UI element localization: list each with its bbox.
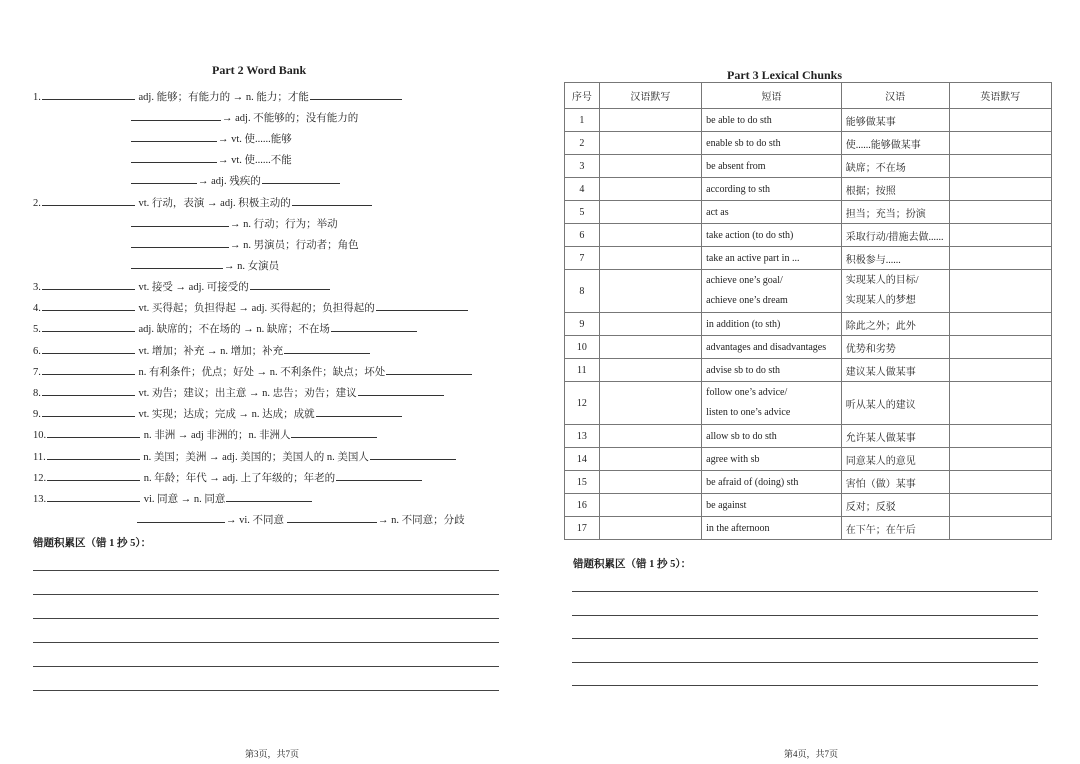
word-bank-item [33, 427, 378, 443]
fill-in-blank[interactable] [284, 343, 370, 354]
chinese-dictation-cell[interactable] [599, 224, 701, 247]
fill-in-blank[interactable] [137, 512, 225, 523]
definition-text: n. 行动；行为；举动 [240, 219, 338, 230]
phrase-cell: take action (to do sth) [702, 224, 842, 247]
chinese-dictation-cell[interactable] [599, 270, 701, 313]
word-bank-item [33, 343, 371, 359]
fill-in-blank[interactable] [42, 364, 135, 375]
definition-text: n. 非洲 [141, 430, 178, 441]
table-row [565, 109, 1052, 132]
row-number: 3 [565, 155, 600, 178]
arrow-icon: → [378, 515, 389, 526]
fill-in-blank[interactable] [291, 427, 377, 438]
table-row [565, 155, 1052, 178]
word-bank-item [130, 131, 292, 147]
definition-text: adj. 美国的；美国人的 n. 美国人 [219, 452, 369, 463]
word-bank-item [33, 321, 418, 337]
word-bank-item [130, 237, 359, 253]
writing-line[interactable] [572, 615, 1038, 616]
row-number: 13 [565, 425, 600, 448]
definition-text: n. 达成；成就 [249, 409, 315, 420]
row-number: 12 [565, 382, 600, 425]
fill-in-blank[interactable] [262, 173, 340, 184]
row-number: 11 [565, 359, 600, 382]
arrow-icon: → [224, 261, 235, 272]
definition-text: vt. 增加；补充 [135, 346, 208, 357]
writing-line[interactable] [572, 662, 1038, 663]
phrase-cell: achieve one’s goal/ achieve one’s dream [702, 270, 842, 313]
row-number: 9 [565, 313, 600, 336]
fill-in-blank[interactable] [47, 470, 140, 481]
word-bank-item [33, 279, 331, 295]
english-dictation-cell[interactable] [949, 109, 1051, 132]
page-footer: 第3页，共7页 [245, 749, 300, 759]
english-dictation-cell[interactable] [949, 448, 1051, 471]
definition-text: n. 能力；才能 [243, 92, 309, 103]
definition-text: n. 有利条件；优点；好处 [135, 367, 257, 378]
row-number: 2 [565, 132, 600, 155]
definition-text: adj. 上了年级的；年老的 [219, 473, 336, 484]
chinese-dictation-cell[interactable] [599, 425, 701, 448]
definition-text: adj. 不能够的；没有能力的 [232, 113, 359, 124]
fill-in-blank[interactable] [287, 512, 377, 523]
row-number: 10 [565, 336, 600, 359]
table-row [565, 471, 1052, 494]
phrase-cell: be afraid of (doing) sth [702, 471, 842, 494]
fill-in-blank[interactable] [292, 195, 372, 206]
phrase-cell: agree with sb [702, 448, 842, 471]
definition-text: adj. 积极主动的 [217, 198, 291, 209]
phrase-cell: be against [702, 494, 842, 517]
arrow-icon: → [218, 134, 229, 145]
table-row [565, 382, 1052, 425]
writing-line[interactable] [572, 638, 1038, 639]
item-number: 7. [33, 367, 41, 378]
definition-text: n. 忠告；劝告；建议 [259, 388, 357, 399]
writing-line[interactable] [572, 591, 1038, 592]
arrow-icon: → [238, 409, 250, 420]
definition-text: adj. 买得起的；负担得起的 [249, 303, 375, 314]
chinese-dictation-cell[interactable] [599, 247, 701, 270]
fill-in-blank[interactable] [42, 195, 135, 206]
fill-in-blank[interactable] [42, 300, 135, 311]
item-number: 3. [33, 282, 41, 293]
definition-text: adj 非洲的；n. 非洲人 [188, 430, 291, 441]
chinese-dictation-cell[interactable] [599, 336, 701, 359]
word-bank-item [33, 449, 457, 465]
definition-text: vt. 实现；达成；完成 [135, 409, 239, 420]
arrow-icon: → [175, 282, 187, 293]
word-bank-item [33, 89, 403, 105]
chinese-meaning-cell: 优势和劣势 [841, 336, 949, 359]
word-bank-item [33, 406, 403, 422]
definition-text: adj. 残疾的 [208, 176, 261, 187]
fill-in-blank[interactable] [47, 491, 140, 502]
word-bank-item [286, 512, 465, 528]
word-bank-item [130, 258, 279, 274]
english-dictation-cell[interactable] [949, 382, 1051, 425]
fill-in-blank[interactable] [131, 216, 229, 227]
fill-in-blank[interactable] [370, 449, 456, 460]
table-row [565, 178, 1052, 201]
arrow-icon: → [218, 155, 229, 166]
definition-text: vt. 行动，表演 [135, 198, 208, 209]
chinese-meaning-cell: 根据；按照 [841, 178, 949, 201]
fill-in-blank[interactable] [131, 152, 217, 163]
item-number: 9. [33, 409, 41, 420]
chinese-meaning-cell: 担当；充当；扮演 [841, 201, 949, 224]
definition-text: vt. 接受 [135, 282, 176, 293]
fill-in-blank[interactable] [131, 110, 221, 121]
table-row [565, 336, 1052, 359]
table-row [565, 247, 1052, 270]
chinese-dictation-cell[interactable] [599, 359, 701, 382]
item-number: 1. [33, 92, 41, 103]
arrow-icon: → [243, 324, 254, 335]
definition-text: n. 增加；补充 [217, 346, 284, 357]
definition-text: n. 缺席；不在场 [253, 324, 330, 335]
english-dictation-cell[interactable] [949, 132, 1051, 155]
word-bank-title: Part 2 Word Bank [212, 63, 307, 77]
fill-in-blank[interactable] [331, 321, 417, 332]
chinese-meaning-cell: 除此之外；此外 [841, 313, 949, 336]
chinese-meaning-cell: 允许某人做某事 [841, 425, 949, 448]
word-bank-item [33, 470, 423, 486]
word-bank-item [33, 195, 373, 211]
fill-in-blank[interactable] [226, 491, 312, 502]
fill-in-blank[interactable] [316, 406, 402, 417]
chinese-meaning-cell: 使......能够做某事 [841, 132, 949, 155]
fill-in-blank[interactable] [42, 343, 135, 354]
chinese-dictation-cell[interactable] [599, 517, 701, 540]
lexical-chunks-table [564, 82, 1052, 540]
definition-text: n. 不同意；分歧 [388, 515, 465, 526]
table-row [565, 313, 1052, 336]
english-dictation-cell[interactable] [949, 336, 1051, 359]
item-number: 10. [33, 430, 47, 441]
table-header-cell: 汉语默写 [599, 83, 701, 109]
table-row [565, 494, 1052, 517]
writing-line[interactable] [572, 685, 1038, 686]
arrow-icon: → [230, 219, 241, 230]
arrow-icon: → [177, 430, 189, 441]
chinese-dictation-cell[interactable] [599, 313, 701, 336]
definition-text: vt. 劝告；建议；出主意 [135, 388, 250, 399]
arrow-icon: → [226, 515, 237, 526]
table-row [565, 359, 1052, 382]
definition-text: vt. 使......不能 [228, 155, 292, 166]
fill-in-blank[interactable] [42, 406, 135, 417]
row-number: 7 [565, 247, 600, 270]
arrow-icon: → [198, 176, 209, 187]
definition-text: vt. 买得起；负担得起 [135, 303, 239, 314]
row-number: 1 [565, 109, 600, 132]
arrow-icon: → [207, 346, 218, 357]
definition-text: n. 年龄；年代 [141, 473, 210, 484]
fill-in-blank[interactable] [47, 427, 140, 438]
definition-text: adj. 缺席的；不在场的 [135, 324, 244, 335]
chinese-meaning-cell: 害怕（做）某事 [841, 471, 949, 494]
word-bank-item [33, 491, 313, 507]
phrase-cell: take an active part in ... [702, 247, 842, 270]
english-dictation-cell[interactable] [949, 313, 1051, 336]
writing-line[interactable] [33, 642, 499, 643]
fill-in-blank[interactable] [131, 131, 217, 142]
table-header-cell: 短语 [702, 83, 842, 109]
item-number: 6. [33, 346, 41, 357]
word-bank-item [136, 512, 284, 528]
english-dictation-cell[interactable] [949, 517, 1051, 540]
fill-in-blank[interactable] [358, 385, 444, 396]
row-number: 6 [565, 224, 600, 247]
phrase-cell: be able to do sth [702, 109, 842, 132]
arrow-icon: → [209, 452, 220, 463]
row-number: 15 [565, 471, 600, 494]
table-row [565, 448, 1052, 471]
definition-text: adj. 可接受的 [186, 282, 249, 293]
arrow-icon: → [256, 367, 268, 378]
phrase-cell: allow sb to do sth [702, 425, 842, 448]
chinese-dictation-cell[interactable] [599, 382, 701, 425]
definition-text: n. 美国；美洲 [140, 452, 209, 463]
english-dictation-cell[interactable] [949, 201, 1051, 224]
phrase-cell: in the afternoon [702, 517, 842, 540]
writing-line[interactable] [33, 618, 499, 619]
english-dictation-cell[interactable] [949, 224, 1051, 247]
item-number: 12. [33, 473, 47, 484]
word-bank-item [33, 385, 445, 401]
fill-in-blank[interactable] [386, 364, 472, 375]
error-collection-label: 错题积累区（错 1 抄 5）： [33, 538, 152, 549]
arrow-icon: → [222, 113, 233, 124]
chinese-dictation-cell[interactable] [599, 494, 701, 517]
fill-in-blank[interactable] [42, 321, 135, 332]
table-row [565, 517, 1052, 540]
item-number: 8. [33, 388, 41, 399]
table-header-cell: 汉语 [841, 83, 949, 109]
english-dictation-cell[interactable] [949, 471, 1051, 494]
table-header-cell: 序号 [565, 83, 600, 109]
fill-in-blank[interactable] [42, 279, 135, 290]
chinese-dictation-cell[interactable] [599, 109, 701, 132]
fill-in-blank[interactable] [250, 279, 330, 290]
lexical-chunks-title: Part 3 Lexical Chunks [727, 68, 843, 82]
definition-text: n. 同意 [191, 494, 226, 505]
definition-text: n. 男演员；行动者；角色 [240, 240, 359, 251]
definition-text: vi. 同意 [141, 494, 181, 505]
chinese-meaning-cell: 积极参与...... [841, 247, 949, 270]
phrase-cell: be absent from [702, 155, 842, 178]
phrase-cell: advantages and disadvantages [702, 336, 842, 359]
definition-text: vi. 不同意 [236, 515, 285, 526]
row-number: 14 [565, 448, 600, 471]
chinese-meaning-cell: 听从某人的建议 [841, 382, 949, 425]
arrow-icon: → [238, 303, 250, 314]
arrow-icon: → [209, 473, 220, 484]
arrow-icon: → [232, 92, 244, 103]
page-footer: 第4页，共7页 [784, 749, 839, 759]
item-number: 2. [33, 198, 41, 209]
word-bank-item [33, 300, 469, 316]
chinese-meaning-cell: 反对；反驳 [841, 494, 949, 517]
table-row [565, 224, 1052, 247]
english-dictation-cell[interactable] [949, 247, 1051, 270]
chinese-meaning-cell: 缺席；不在场 [841, 155, 949, 178]
arrow-icon: → [207, 198, 218, 209]
word-bank-item [130, 152, 292, 168]
table-row [565, 132, 1052, 155]
phrase-cell: enable sb to do sth [702, 132, 842, 155]
right-page [540, 0, 1080, 764]
english-dictation-cell[interactable] [949, 155, 1051, 178]
table-row [565, 425, 1052, 448]
chinese-meaning-cell: 建议某人做某事 [841, 359, 949, 382]
arrow-icon: → [180, 494, 192, 505]
row-number: 17 [565, 517, 600, 540]
word-bank-item [33, 364, 473, 380]
english-dictation-cell[interactable] [949, 494, 1051, 517]
table-row [565, 270, 1052, 313]
chinese-dictation-cell[interactable] [599, 471, 701, 494]
phrase-cell: act as [702, 201, 842, 224]
item-number: 13. [33, 494, 47, 505]
fill-in-blank[interactable] [131, 258, 223, 269]
item-number: 11. [33, 452, 46, 463]
definition-text: n. 女演员 [234, 261, 280, 272]
chinese-dictation-cell[interactable] [599, 132, 701, 155]
table-header-cell: 英语默写 [949, 83, 1051, 109]
item-number: 4. [33, 303, 41, 314]
chinese-meaning-cell: 采取行动/措施去做...... [841, 224, 949, 247]
arrow-icon: → [230, 240, 241, 251]
writing-line[interactable] [33, 594, 499, 595]
writing-line[interactable] [33, 666, 499, 667]
writing-line[interactable] [33, 690, 499, 691]
row-number: 16 [565, 494, 600, 517]
chinese-dictation-cell[interactable] [599, 178, 701, 201]
fill-in-blank[interactable] [131, 237, 229, 248]
chinese-dictation-cell[interactable] [599, 448, 701, 471]
definition-text: vt. 使......能够 [228, 134, 292, 145]
item-number: 5. [33, 324, 41, 335]
fill-in-blank[interactable] [42, 385, 135, 396]
writing-line[interactable] [33, 570, 499, 571]
chinese-dictation-cell[interactable] [599, 201, 701, 224]
phrase-cell: advise sb to do sth [702, 359, 842, 382]
fill-in-blank[interactable] [47, 449, 140, 460]
fill-in-blank[interactable] [376, 300, 468, 311]
chinese-meaning-cell: 能够做某事 [841, 109, 949, 132]
chinese-meaning-cell: 同意某人的意见 [841, 448, 949, 471]
english-dictation-cell[interactable] [949, 359, 1051, 382]
phrase-cell: in addition (to sth) [702, 313, 842, 336]
english-dictation-cell[interactable] [949, 178, 1051, 201]
definition-text: n. 不利条件；缺点；坏处 [267, 367, 386, 378]
fill-in-blank[interactable] [310, 89, 402, 100]
fill-in-blank[interactable] [131, 173, 197, 184]
row-number: 8 [565, 270, 600, 313]
word-bank-item [130, 173, 341, 189]
word-bank-item [130, 216, 338, 232]
row-number: 5 [565, 201, 600, 224]
chinese-dictation-cell[interactable] [599, 155, 701, 178]
phrase-cell: follow one’s advice/ listen to one’s advice [702, 382, 842, 425]
chinese-meaning-cell: 在下午；在午后 [841, 517, 949, 540]
fill-in-blank[interactable] [336, 470, 422, 481]
english-dictation-cell[interactable] [949, 425, 1051, 448]
phrase-cell: according to sth [702, 178, 842, 201]
english-dictation-cell[interactable] [949, 270, 1051, 313]
fill-in-blank[interactable] [42, 89, 135, 100]
row-number: 4 [565, 178, 600, 201]
arrow-icon: → [249, 388, 260, 399]
word-bank-item [130, 110, 358, 126]
definition-text: adj. 能够；有能力的 [135, 92, 233, 103]
error-collection-label: 错题积累区（错 1 抄 5）： [573, 559, 692, 570]
chinese-meaning-cell: 实现某人的目标/ 实现某人的梦想 [841, 270, 949, 313]
table-header-row [565, 83, 1052, 109]
table-row [565, 201, 1052, 224]
